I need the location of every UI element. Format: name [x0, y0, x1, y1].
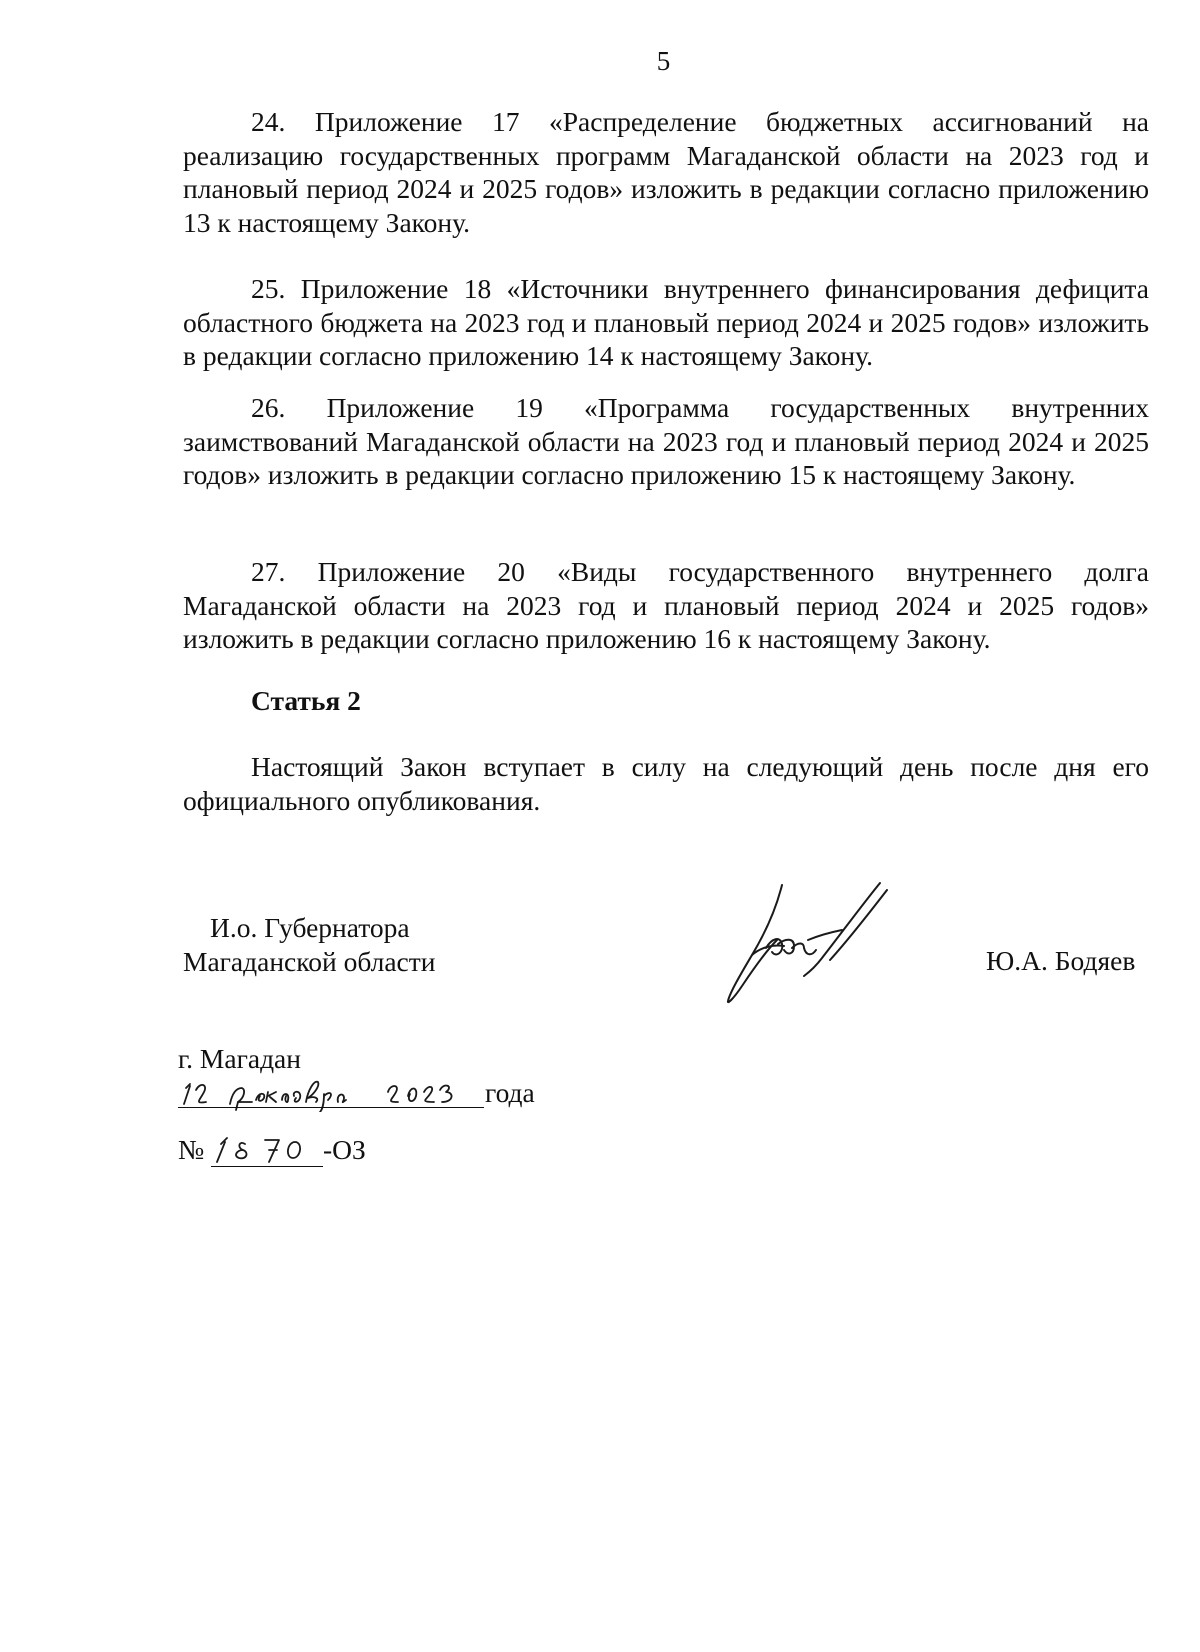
article-2-heading: Статья 2 — [251, 685, 361, 716]
signatory-name: Ю.А. Бодяев — [986, 945, 1136, 976]
law-number — [178, 1128, 478, 1172]
page-number: 5 — [656, 46, 671, 76]
date-suffix: года — [485, 1077, 535, 1108]
number-sign: № — [178, 1134, 205, 1165]
city: г. Магадан — [178, 1043, 301, 1074]
paragraph-26: 26. Приложение 19 «Программа государственных внутренних заимствований Магаданской области на 2023 год и плановый период 2024 и 2025 годов» изложить в редакции согласно приложению 15 к настоящему Закону. — [183, 392, 1149, 490]
handwritten-law-number — [211, 1128, 323, 1168]
paragraph-24: 24. Приложение 17 «Распределение бюджетных ассигнований на реализацию государственных программ Магаданской области на 2023 год и плановый период 2024 и 2025 годов» изложить в редакции согласно приложению 13 к настоящему Закону. — [183, 106, 1149, 238]
handwritten-date — [178, 1072, 484, 1112]
number-suffix: -ОЗ — [323, 1134, 366, 1165]
signatory-title — [183, 911, 436, 979]
handwritten-signature — [722, 880, 892, 1005]
number-underline — [211, 1166, 323, 1167]
article-2-text: Настоящий Закон вступает в силу на следующий день после дня его официального опубликования. — [183, 751, 1149, 816]
signatory-title-line2: Магаданской области — [183, 946, 436, 977]
date-underline — [178, 1107, 484, 1108]
paragraph-25: 25. Приложение 18 «Источники внутреннего финансирования дефицита областного бюджета на 2023 год и плановый период 2024 и 2025 годов» изложить в редакции согласно приложению 14 к настоящему Закону. — [183, 273, 1149, 371]
signatory-title-line1: И.о. Губернатора — [210, 912, 410, 943]
signing-date — [178, 1072, 578, 1114]
paragraph-27: 27. Приложение 20 «Виды государственного внутреннего долга Магаданской области на 2023 год и плановый период 2024 и 2025 годов» изложить в редакции согласно приложению 16 к настоящему Закону. — [183, 556, 1149, 654]
